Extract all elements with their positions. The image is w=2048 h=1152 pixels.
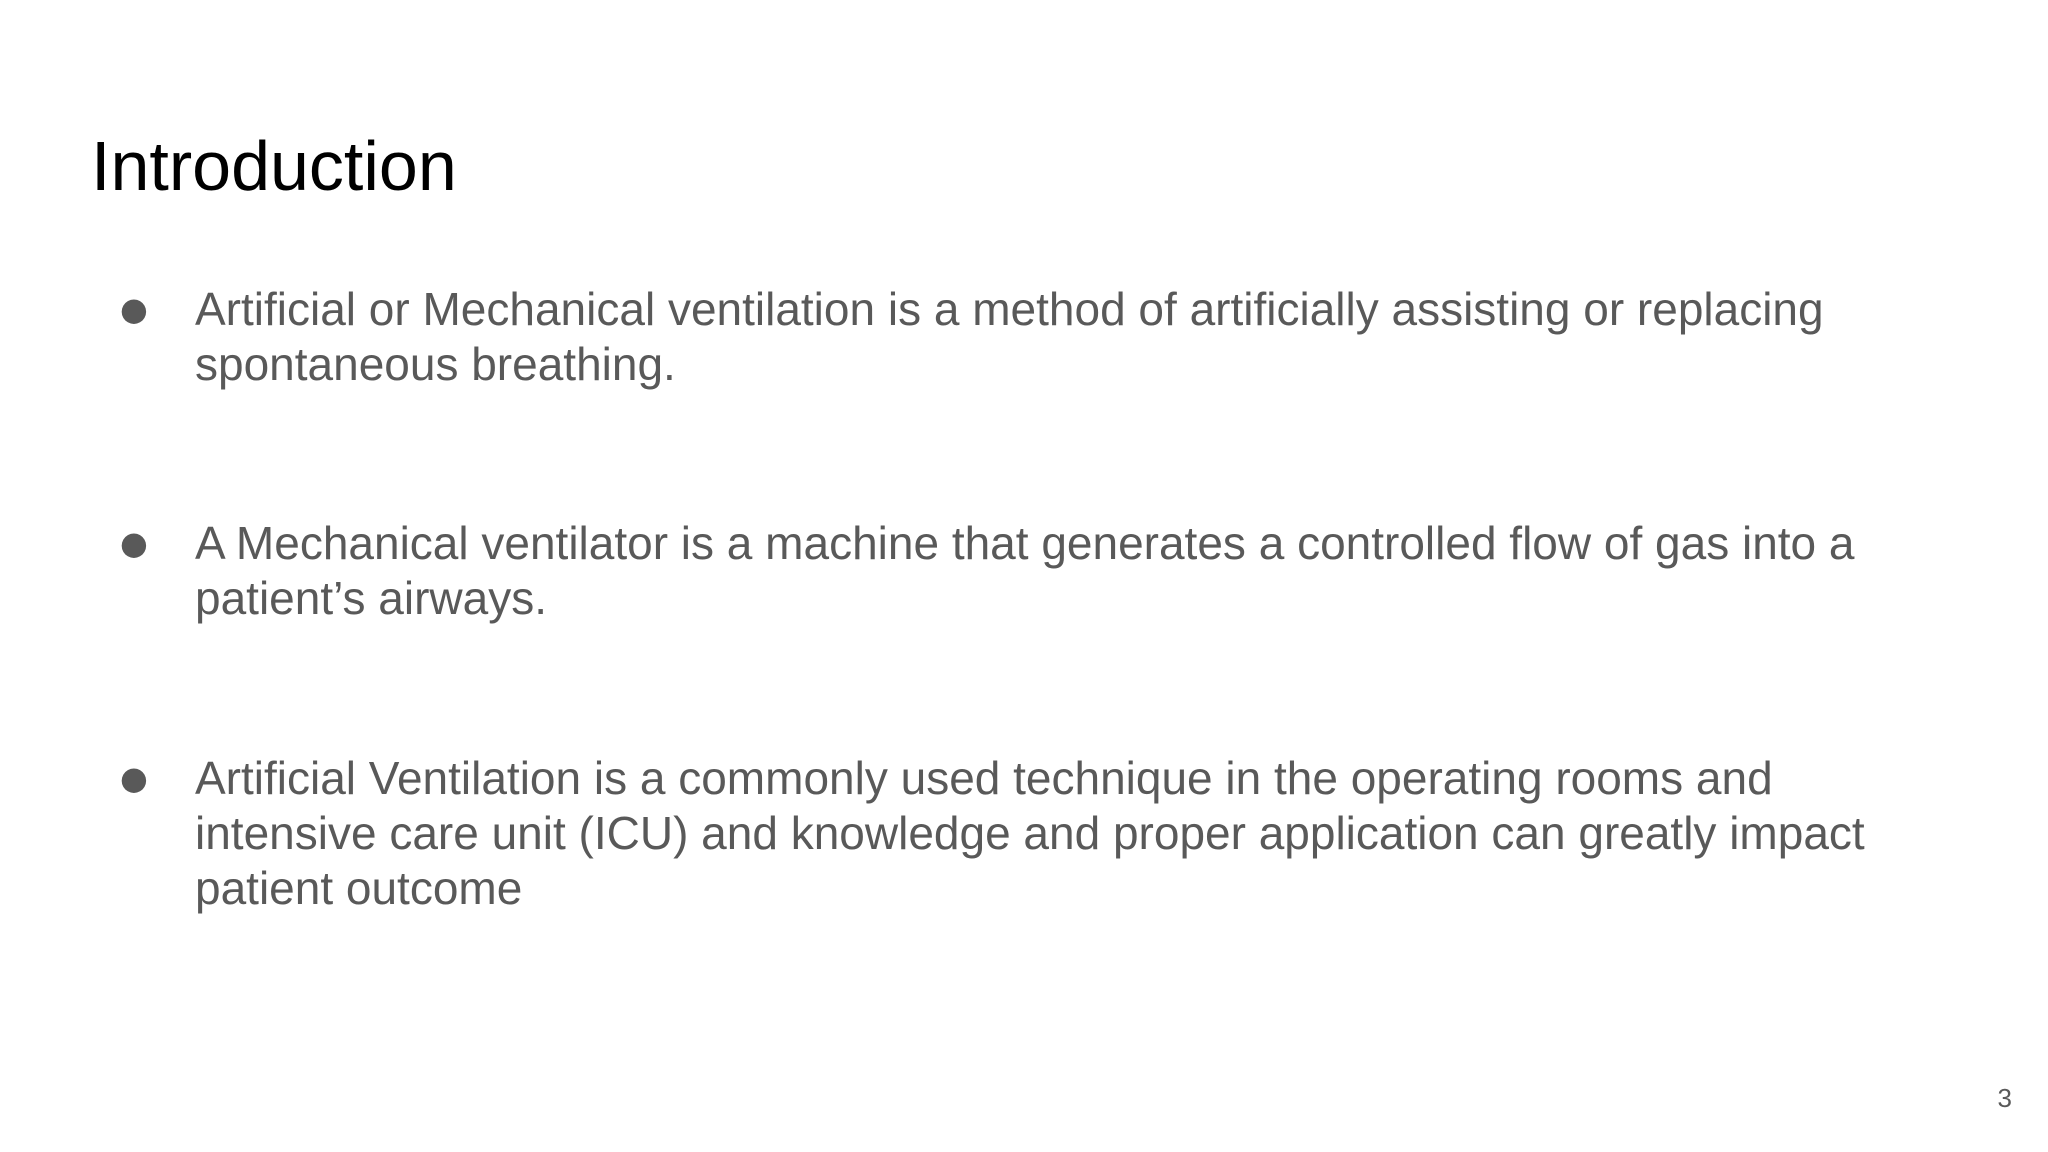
bullet-dot-icon: ● <box>120 759 148 797</box>
bullet-dot-icon: ● <box>120 290 148 328</box>
page-number: 3 <box>1997 1083 2012 1113</box>
bullet-dot-icon: ● <box>120 524 148 562</box>
bullet-text: Artificial Ventilation is a commonly used technique in the operating rooms and intensive care unit (ICU) and knowledge and proper application can greatly impact patient outcome <box>195 752 1865 914</box>
slide-title: Introduction <box>91 127 457 205</box>
bullet-text: Artificial or Mechanical ventilation is a method of artificially assisting or replacing spontaneous breathing. <box>195 283 1824 390</box>
bullet-text: A Mechanical ventilator is a machine that generates a controlled flow of gas into a patient’s airways. <box>195 517 1855 624</box>
